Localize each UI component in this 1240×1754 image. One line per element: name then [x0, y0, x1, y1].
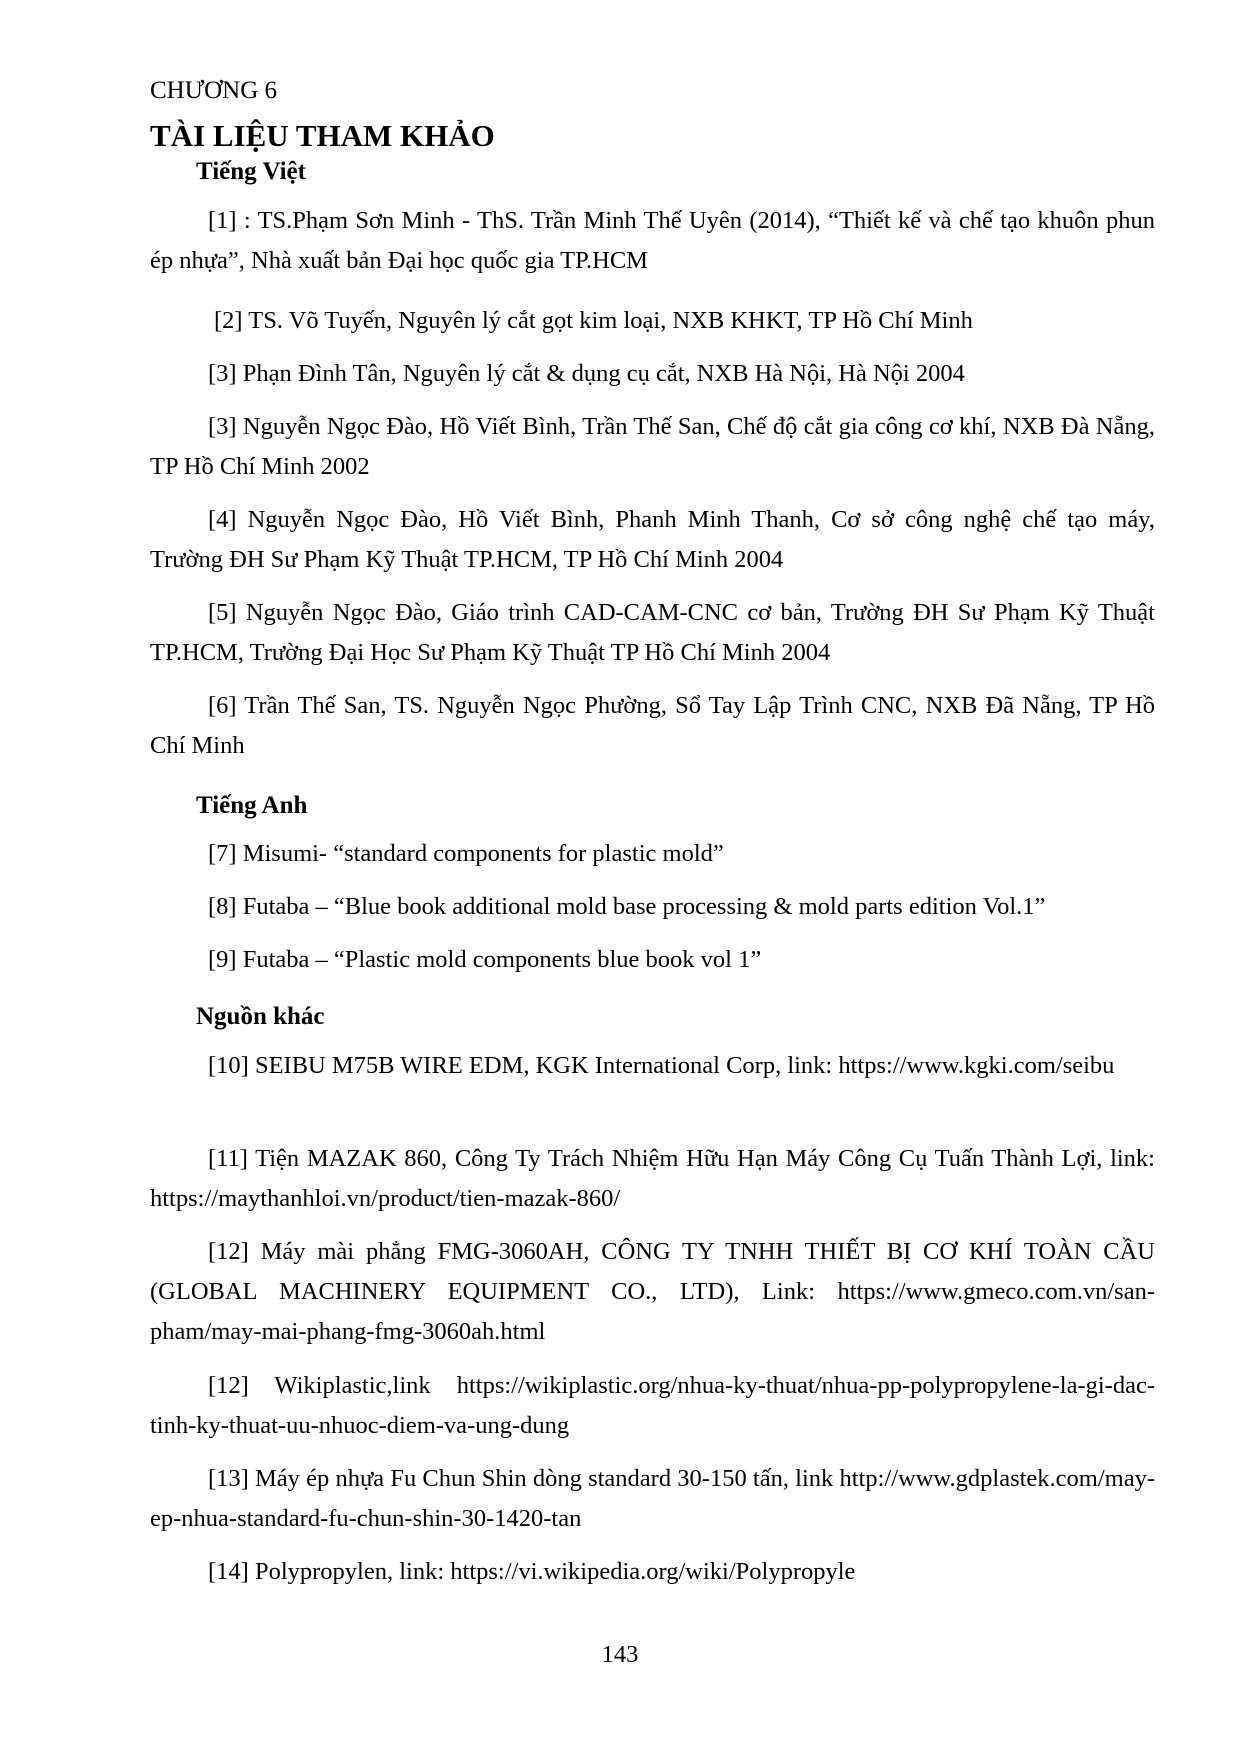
reference-item: [12] Máy mài phẳng FMG-3060AH, CÔNG TY TNHH THIẾT BỊ CƠ KHÍ TOÀN CẦU (GLOBAL MACHINERY EQUIPMENT CO., LTD), Link: https://www.gmeco.com.vn/san-pham/may-mai-phang-fmg-3060ah.html — [150, 1238, 1155, 1345]
reference-item: [5] Nguyễn Ngọc Đào, Giáo trình CAD-CAM-CNC cơ bản, Trường ĐH Sư Phạm Kỹ Thuật TP.HCM, Trường Đại Học Sư Phạm Kỹ Thuật TP Hồ Chí Minh 2004 — [150, 599, 1155, 666]
reference-item: [2] TS. Võ Tuyến, Nguyên lý cắt gọt kim loại, NXB KHKT, TP Hồ Chí Minh — [214, 307, 973, 334]
reference-item: [7] Misumi- “standard components for plastic mold” — [208, 840, 724, 867]
section-heading-other: Nguồn khác — [196, 1003, 325, 1030]
reference-item: [3] Nguyễn Ngọc Đào, Hồ Viết Bình, Trần Thế San, Chế độ cắt gia công cơ khí, NXB Đà Nẵng, TP Hồ Chí Minh 2002 — [150, 413, 1155, 480]
reference-item: [11] Tiện MAZAK 860, Công Ty Trách Nhiệm Hữu Hạn Máy Công Cụ Tuấn Thành Lợi, link: https://maythanhloi.vn/product/tien-mazak-860/ — [150, 1145, 1155, 1212]
page-number: 143 — [601, 1641, 639, 1668]
section-heading-english: Tiếng Anh — [196, 792, 308, 819]
page-title: TÀI LIỆU THAM KHẢO — [150, 118, 495, 153]
section-heading-vietnamese: Tiếng Việt — [196, 158, 306, 185]
reference-item: [14] Polypropylen, link: https://vi.wikipedia.org/wiki/Polypropyle — [208, 1558, 856, 1585]
reference-item: [9] Futaba – “Plastic mold components blue book vol 1” — [208, 946, 762, 973]
reference-item: [3] Phạn Đình Tân, Nguyên lý cắt & dụng cụ cắt, NXB Hà Nội, Hà Nội 2004 — [208, 360, 965, 387]
reference-item: [13] Máy ép nhựa Fu Chun Shin dòng standard 30-150 tấn, link http://www.gdplastek.com/may-ep-nhua-standard-fu-chun-shin-30-1420-tan — [150, 1465, 1155, 1532]
reference-item: [6] Trần Thế San, TS. Nguyễn Ngọc Phường, Sổ Tay Lập Trình CNC, NXB Đã Nẵng, TP Hồ Chí Minh — [150, 692, 1155, 759]
reference-item: [12] Wikiplastic,link https://wikiplastic.org/nhua-ky-thuat/nhua-pp-polypropylene-la-gi-dac-tinh-ky-thuat-uu-nhuoc-diem-va-ung-dung — [150, 1372, 1155, 1439]
reference-item: [8] Futaba – “Blue book additional mold base processing & mold parts edition Vol.1” — [208, 893, 1046, 920]
chapter-label: CHƯƠNG 6 — [150, 77, 278, 104]
reference-item: [4] Nguyễn Ngọc Đào, Hồ Viết Bình, Phanh Minh Thanh, Cơ sở công nghệ chế tạo máy, Trường ĐH Sư Phạm Kỹ Thuật TP.HCM, TP Hồ Chí Minh 2004 — [150, 506, 1155, 573]
reference-item: [1] : TS.Phạm Sơn Minh - ThS. Trần Minh Thế Uyên (2014), “Thiết kế và chế tạo khuôn phun ép nhựa”, Nhà xuất bản Đại học quốc gia TP.HCM — [150, 207, 1155, 274]
reference-item: [10] SEIBU M75B WIRE EDM, KGK International Corp, link: https://www.kgki.com/seibu — [208, 1052, 1115, 1079]
